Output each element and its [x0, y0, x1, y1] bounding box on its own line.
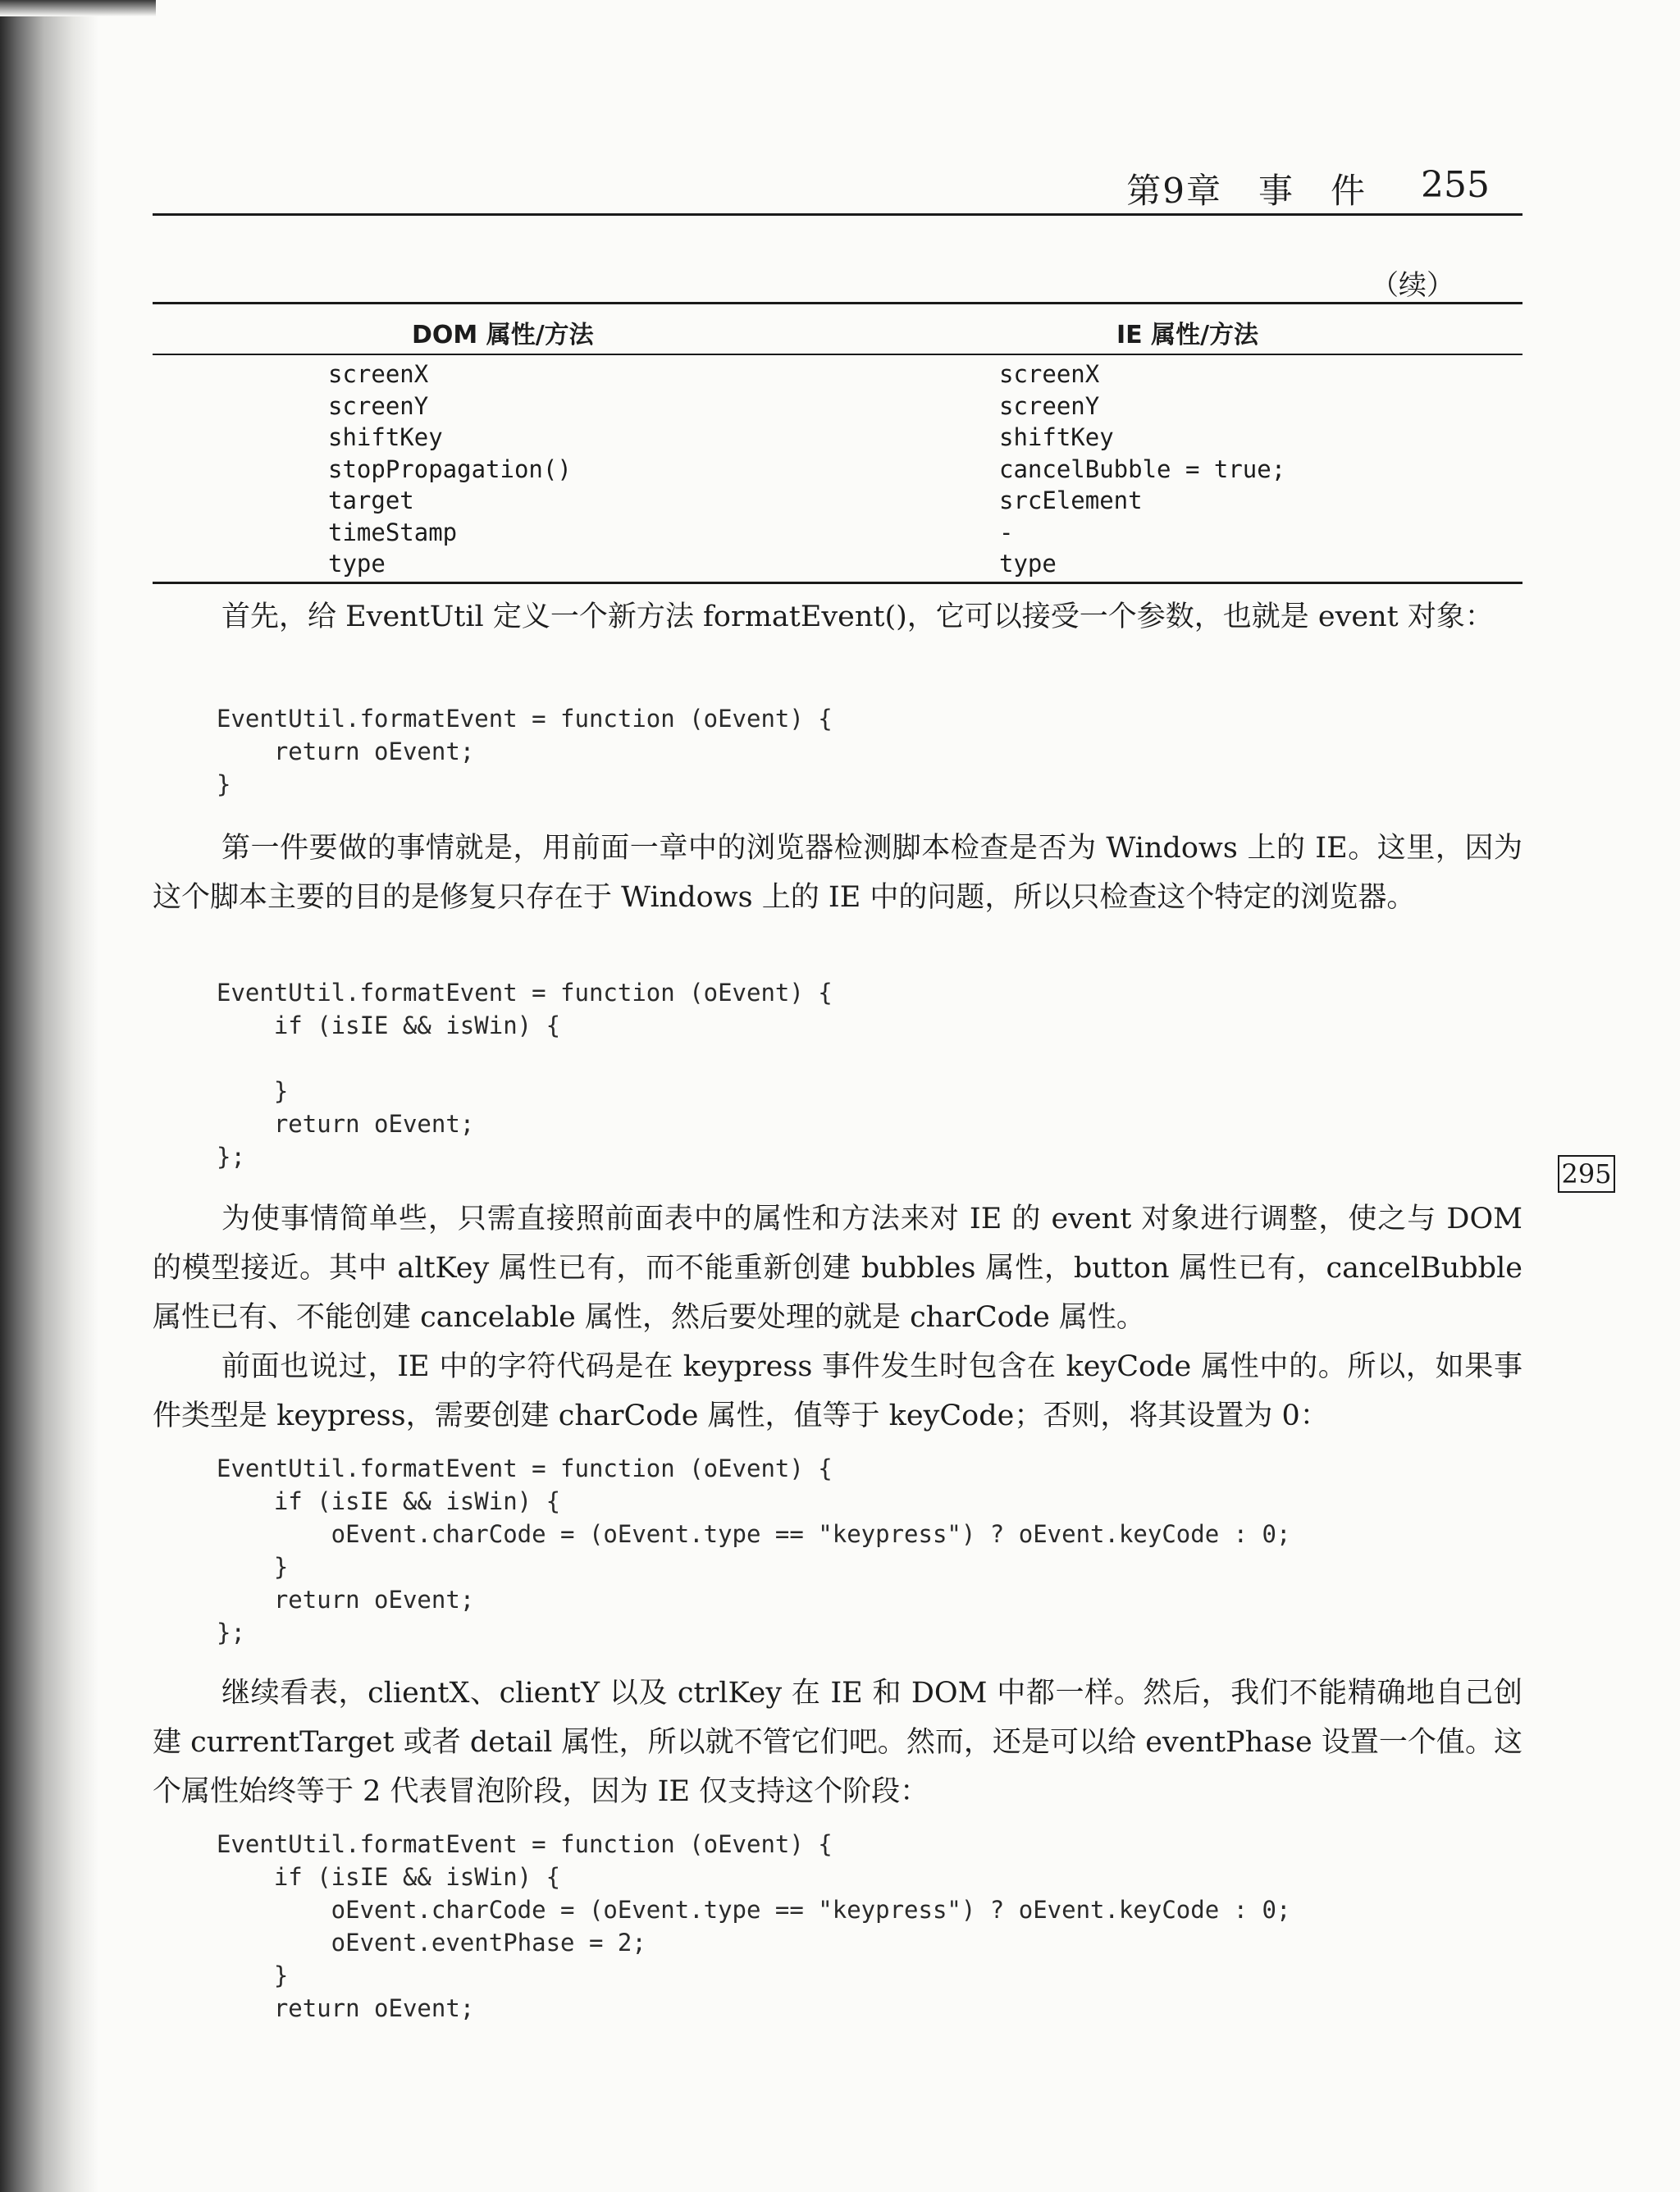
table-body [153, 355, 1522, 582]
ie-cell: screenX [999, 360, 1100, 388]
chapter-title: 第9章 事 件 [1126, 171, 1367, 211]
paragraph-adjust: 为使事情简单些，只需直接照前面表中的属性和方法来对 IE 的 event 对象进行调整，使之与 DOM 的模型接近。其中 altKey 属性已有，而不能重新创建 bubbles 属性，button 属性已有，cancelBubble 属性已有、不能创建 cancelable 属性，然后要处理的就是 charCode 属性。 [153, 1203, 1522, 1334]
table-row [153, 517, 1522, 549]
dom-cell: type [328, 550, 386, 578]
dom-cell: stopPropagation() [328, 454, 572, 483]
running-head [153, 161, 1522, 216]
paragraph-charcode: 前面也说过，IE 中的字符代码是在 keypress 事件发生时包含在 keyCode 属性中的。所以，如果事件类型是 keypress，需要创建 charCode 属性，值等于 keyCode；否则，将其设置为 0： [153, 1350, 1522, 1432]
ie-cell: shiftKey [999, 423, 1114, 451]
dom-cell: screenY [328, 391, 429, 420]
dom-cell: screenX [328, 360, 429, 388]
code-block-2: EventUtil.formatEvent = function (oEvent) { if (isIE && isWin) { } return oEvent; }; [217, 979, 833, 1171]
table-header [153, 304, 1522, 355]
ie-cell: screenY [999, 391, 1100, 420]
paragraph-eventphase: 继续看表，clientX、clientY 以及 ctrlKey 在 IE 和 DOM 中都一样。然后，我们不能精确地自己创建 currentTarget 或者 detail 属性，所以就不管它们吧。然而，还是可以给 eventPhase 设置一个值。这个属性始终等于 2 代表冒泡阶段，因为 IE 仅支持这个阶段： [153, 1677, 1522, 1808]
ie-cell: srcElement [999, 486, 1143, 514]
code-block-3: EventUtil.formatEvent = function (oEvent) { if (isIE && isWin) { oEvent.charCode = (oEvent.type == "keypress") ? oEvent.keyCode : 0; } return oEvent; }; [217, 1454, 1291, 1646]
column-header-dom: DOM 属性/方法 [412, 321, 594, 349]
ie-cell: - [999, 518, 1014, 546]
table-row [153, 548, 1522, 580]
dom-cell: timeStamp [328, 518, 458, 546]
ie-cell: type [999, 550, 1057, 578]
table-row [153, 485, 1522, 517]
property-table [153, 302, 1522, 584]
dom-cell: shiftKey [328, 423, 443, 451]
table-row [153, 390, 1522, 422]
code-block-4: EventUtil.formatEvent = function (oEvent) { if (isIE && isWin) { oEvent.charCode = (oEvent.type == "keypress") ? oEvent.keyCode : 0; oEvent.eventPhase = 2; } return oEvent; [217, 1830, 1291, 2022]
column-header-ie: IE 属性/方法 [1116, 321, 1259, 349]
code-block-1: EventUtil.formatEvent = function (oEvent) { return oEvent; } [217, 705, 833, 798]
page-number: 255 [1421, 164, 1490, 206]
table-continued-label: （续） [1371, 269, 1454, 302]
ie-cell: cancelBubble = true; [999, 454, 1286, 483]
table-row [153, 454, 1522, 486]
dom-cell: target [328, 486, 414, 514]
original-page-marker: 295 [1558, 1155, 1615, 1193]
paragraph-browser-check: 第一件要做的事情就是，用前面一章中的浏览器检测脚本检查是否为 Windows 上的 IE。这里，因为这个脚本主要的目的是修复只存在于 Windows 上的 IE 中的问题，所以只检查这个特定的浏览器。 [153, 832, 1522, 914]
table-row [153, 358, 1522, 390]
paragraph-intro: 首先，给 EventUtil 定义一个新方法 formatEvent()，它可以接受一个参数，也就是 event 对象： [221, 601, 1494, 633]
table-row [153, 422, 1522, 454]
